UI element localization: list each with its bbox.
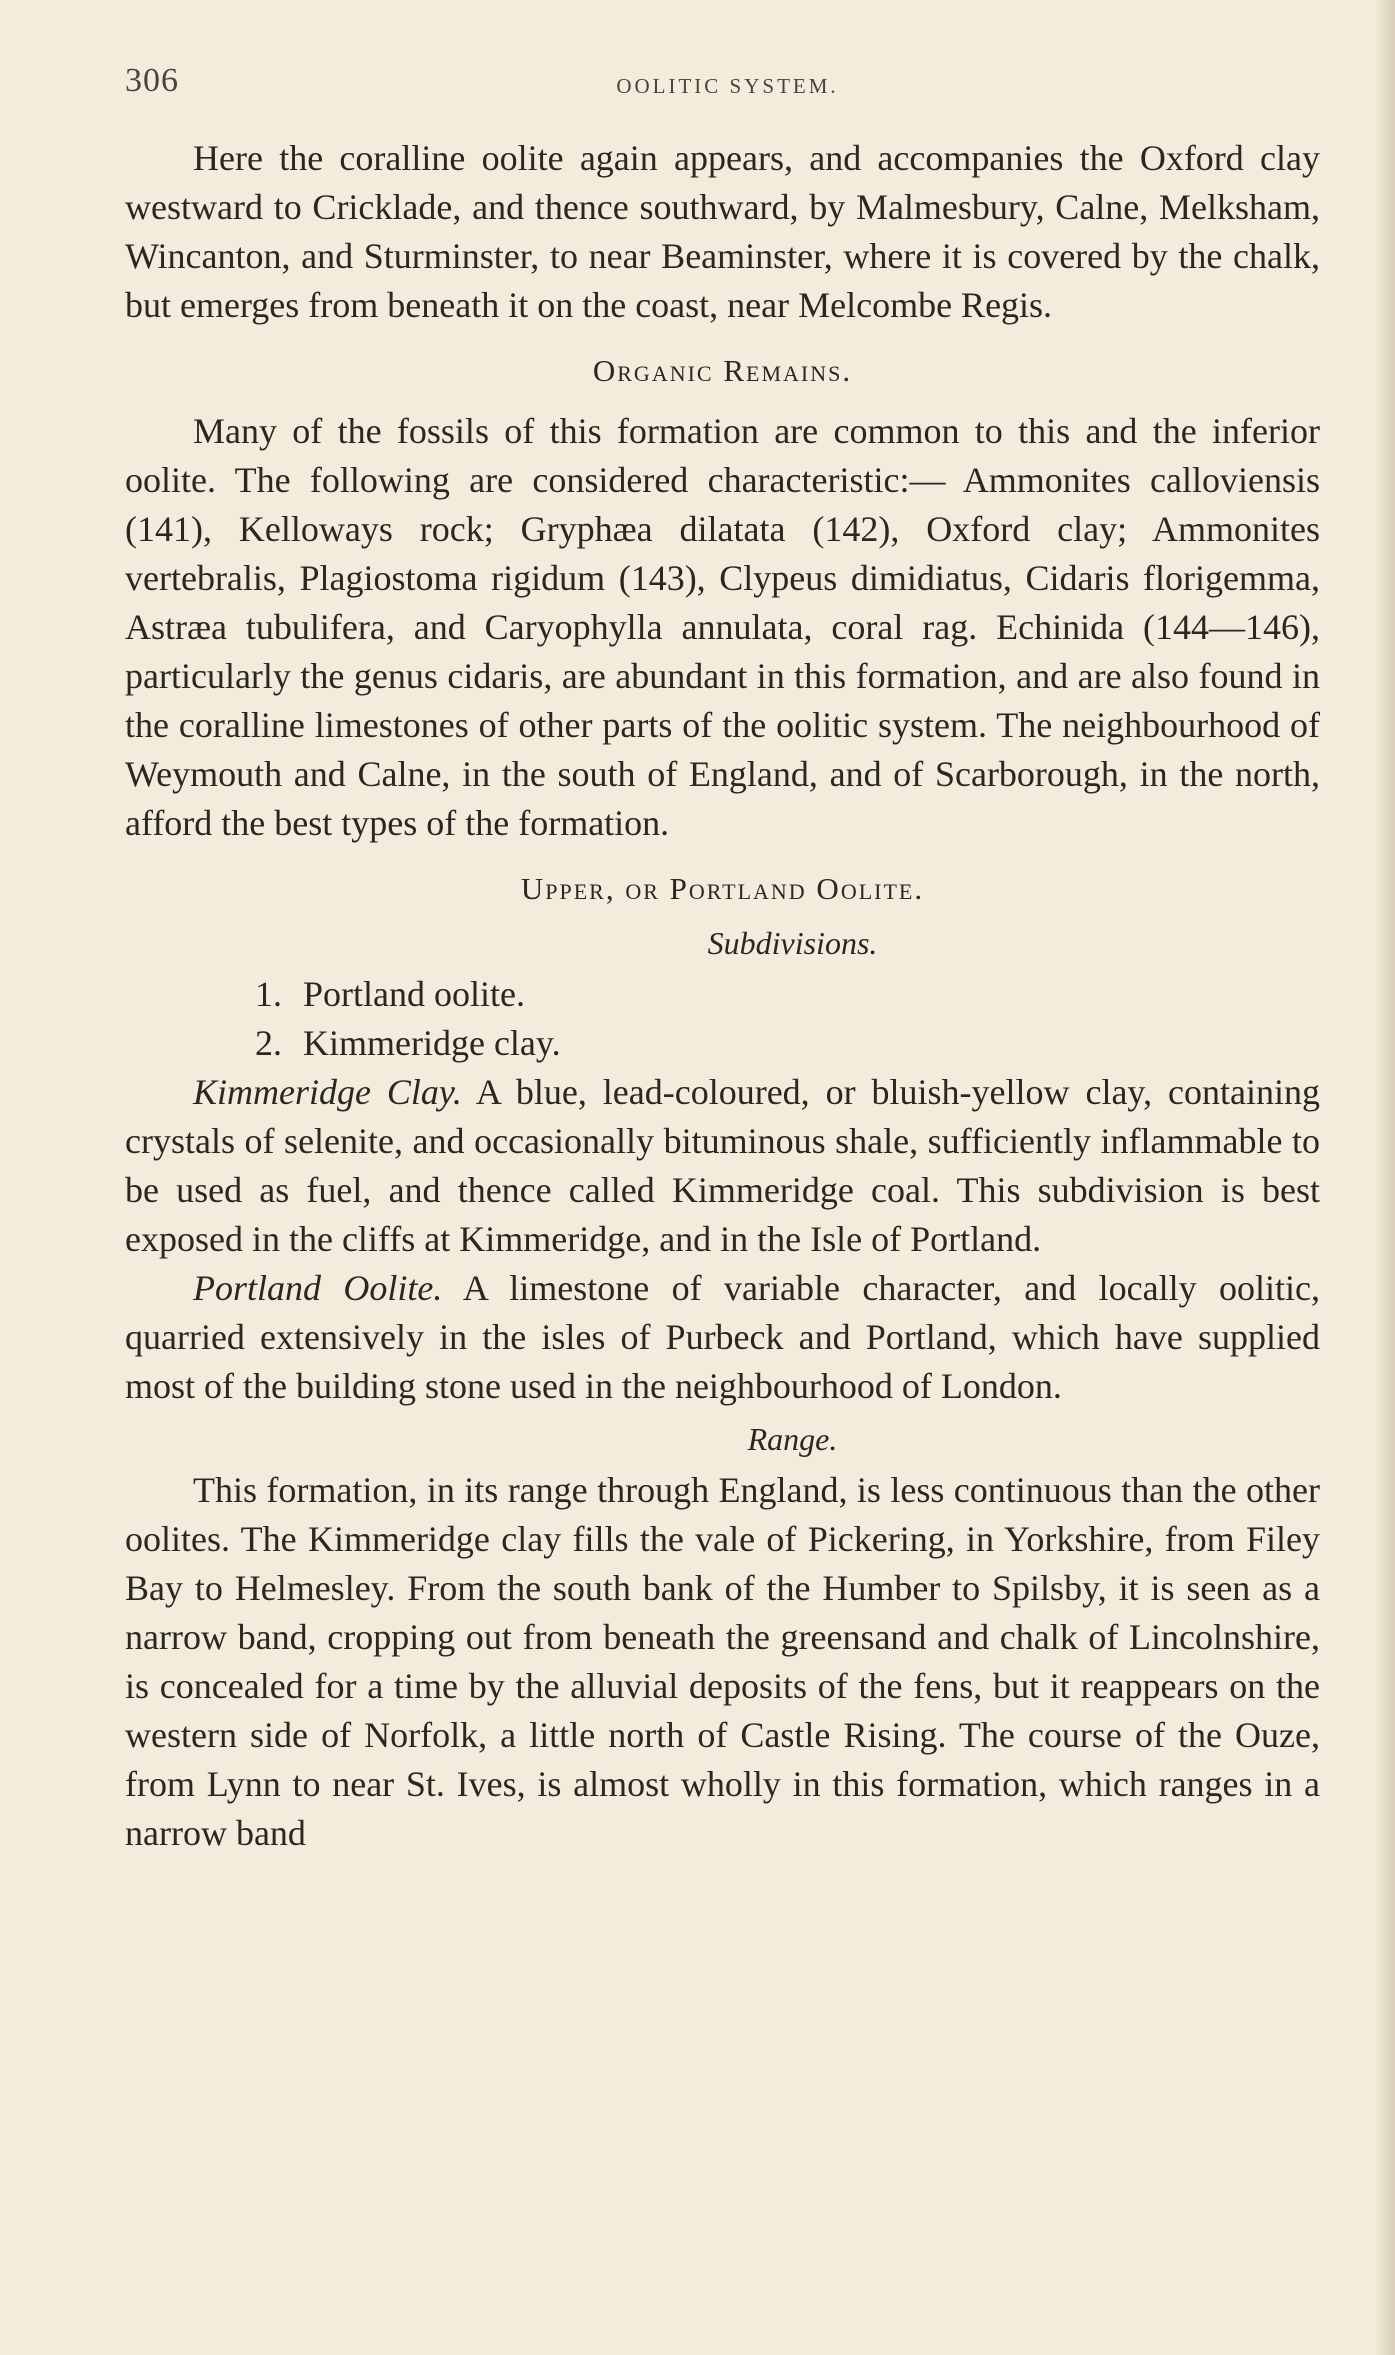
organic-remains-heading: Organic Remains. bbox=[592, 353, 853, 388]
page-number: 306 bbox=[125, 62, 179, 99]
running-title: OOLITIC SYSTEM. bbox=[616, 74, 839, 98]
list-item bbox=[125, 1019, 1320, 1068]
organic-remains-paragraph: Many of the fossils of this formation are common to this and the inferior oolite. The following are considered characteristic:— Ammonites calloviensis (141), Kelloways rock; Gryphæa dilatata (142), Oxford clay; Ammonites vertebralis, Plagiostoma rigidum (143), Clypeus dimidiatus, Cidaris florigemma, Astræa tubulifera, and Caryophylla annulata, coral rag. Echinida (144—146), particularly the genus cidaris, are abundant in this formation, and are also found in the coralline limestones of other parts of the oolitic system. The neighbourhood of Weymouth and Calne, in the south of England, and of Scarborough, in the north, afford the best types of the formation. bbox=[125, 411, 1320, 843]
list-item-label: Portland oolite. bbox=[303, 974, 525, 1014]
body-text bbox=[125, 134, 1320, 1858]
list-item-number: 2. bbox=[255, 1023, 282, 1063]
upper-oolite-heading: Upper, or Portland Oolite. bbox=[520, 871, 925, 906]
list-item-label: Kimmeridge clay. bbox=[303, 1023, 561, 1063]
portland-text: A limestone of variable character, and locally oolitic, quarried extensively in the isles of Purbeck and Portland, which have supplied most of the building stone used in the neighbourhood of London. bbox=[125, 1268, 1320, 1406]
intro-paragraph: Here the coralline oolite again appears, and accompanies the Oxford clay westward to Cricklade, and thence southward, by Malmesbury, Calne, Melksham, Wincanton, and Sturminster, to near Beaminster, where it is covered by the chalk, but emerges from beneath it on the coast, near Melcombe Regis. bbox=[125, 138, 1320, 325]
subdivisions-heading: Subdivisions. bbox=[707, 925, 878, 961]
portland-paragraph bbox=[125, 1264, 1320, 1411]
subdivisions-list bbox=[125, 970, 1320, 1068]
kimmeridge-lead: Kimmeridge Clay. bbox=[193, 1072, 462, 1112]
range-paragraph: This formation, in its range through England, is less continuous than the other oolites. The Kimmeridge clay fills the vale of Pickering, in Yorkshire, from Filey Bay to Helmesley. From the south bank of the Humber to Spilsby, it is seen as a narrow band, cropping out from beneath the greensand and chalk of Lincolnshire, is concealed for a time by the alluvial deposits of the fens, but it reappears on the western side of Norfolk, a little north of Castle Rising. The course of the Ouze, from Lynn to near St. Ives, is almost wholly in this formation, which ranges in a narrow band bbox=[125, 1470, 1320, 1853]
running-head bbox=[125, 62, 1330, 112]
kimmeridge-paragraph bbox=[125, 1068, 1320, 1264]
range-heading: Range. bbox=[747, 1421, 838, 1457]
page-edge-shadow bbox=[1377, 0, 1395, 2355]
list-item-number: 1. bbox=[255, 974, 282, 1014]
kimmeridge-text: A blue, lead-coloured, or bluish-yellow clay, containing crystals of selenite, and occasionally bituminous shale, sufficiently inflammable to be used as fuel, and thence called Kimmeridge coal. This subdivision is best exposed in the cliffs at Kimmeridge, and in the Isle of Portland. bbox=[125, 1072, 1320, 1259]
list-item bbox=[125, 970, 1320, 1019]
portland-lead: Portland Oolite. bbox=[193, 1268, 443, 1308]
